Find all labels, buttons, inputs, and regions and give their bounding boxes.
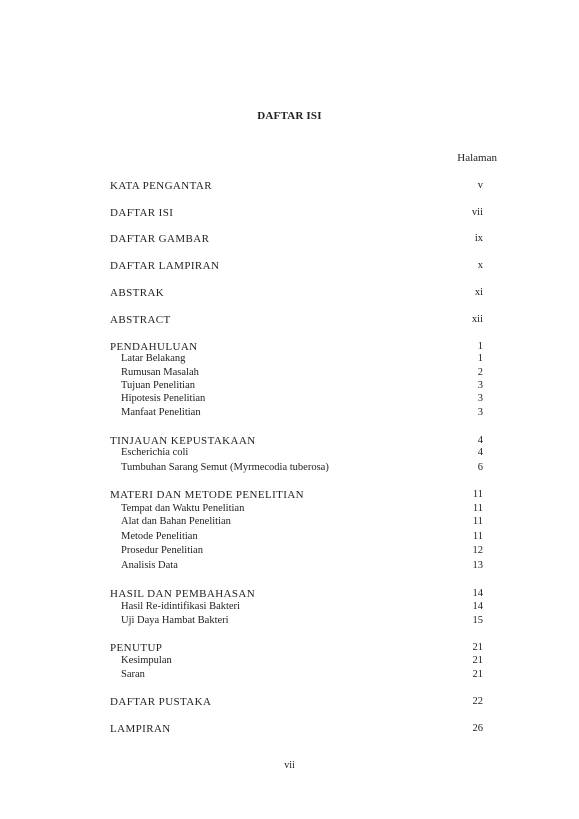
toc-entry-page: 14 xyxy=(472,601,483,612)
toc-entry-page: x xyxy=(477,260,483,271)
toc-entry-label: Hasil Re-idintifikasi Bakteri xyxy=(121,601,240,612)
toc-entry-label: Prosedur Penelitian xyxy=(121,545,203,556)
toc-entry-label: DAFTAR LAMPIRAN xyxy=(110,260,220,272)
toc-entry-label: Alat dan Bahan Penelitian xyxy=(121,516,231,527)
toc-entry-label: TINJAUAN KEPUSTAKAAN xyxy=(110,435,256,447)
page-title: DAFTAR ISI xyxy=(257,110,322,122)
toc-entry xyxy=(110,722,483,736)
toc-subentry xyxy=(110,379,483,393)
toc-entry-label: LAMPIRAN xyxy=(110,723,171,735)
toc-entry-label: KATA PENGANTAR xyxy=(110,180,212,192)
toc-entry-label: Escherichia coli xyxy=(121,447,189,458)
toc-subentry xyxy=(110,614,483,628)
toc-entry-page: xii xyxy=(471,314,483,325)
toc-subentry xyxy=(110,530,483,544)
toc-entry-label: Tempat dan Waktu Penelitian xyxy=(121,503,245,514)
toc-entry-page: 11 xyxy=(472,531,483,542)
toc-entry xyxy=(110,206,483,220)
toc-entry-label: DAFTAR ISI xyxy=(110,207,174,219)
toc-entry-page: 13 xyxy=(472,560,483,571)
toc-entry xyxy=(110,641,483,655)
toc-subentry xyxy=(110,352,483,366)
toc-entry-page: ix xyxy=(474,233,483,244)
toc-entry-label: Saran xyxy=(121,669,145,680)
toc-entry-page: 21 xyxy=(472,655,483,666)
toc-entry-page: vii xyxy=(471,207,483,218)
toc-entry xyxy=(110,179,483,193)
page-column-header: Halaman xyxy=(457,152,497,164)
toc-entry-label: MATERI DAN METODE PENELITIAN xyxy=(110,489,305,501)
page-number: vii xyxy=(284,760,295,771)
toc-entry-label: Hipotesis Penelitian xyxy=(121,393,206,404)
toc-subentry xyxy=(110,461,483,475)
toc-entry-page: 3 xyxy=(477,407,483,418)
toc-entry xyxy=(110,313,483,327)
toc-entry-label: Kesimpulan xyxy=(121,655,172,666)
toc-entry-label: Metode Penelitian xyxy=(121,531,198,542)
toc-subentry xyxy=(110,600,483,614)
toc-subentry xyxy=(110,392,483,406)
toc-entry-label: Tujuan Penelitian xyxy=(121,380,195,391)
toc-entry-label: PENUTUP xyxy=(110,642,163,654)
toc-subentry xyxy=(110,406,483,420)
toc-entry-page: 3 xyxy=(477,393,483,404)
toc-subentry xyxy=(110,366,483,380)
toc-entry-label: Tumbuhan Sarang Semut (Myrmecodia tuberosa) xyxy=(121,462,329,473)
toc-entry-label: DAFTAR PUSTAKA xyxy=(110,696,212,708)
toc-entry-label: Rumusan Masalah xyxy=(121,367,199,378)
toc-subentry xyxy=(110,515,483,529)
toc-entry-page: 11 xyxy=(472,516,483,527)
toc-entry-label: Latar Belakang xyxy=(121,353,186,364)
toc-entry-page: 2 xyxy=(477,367,483,378)
toc-entry-label: Analisis Data xyxy=(121,560,178,571)
toc-entry-page: 21 xyxy=(472,642,483,653)
toc-entry xyxy=(110,695,483,709)
toc-subentry xyxy=(110,559,483,573)
toc-subentry xyxy=(110,446,483,460)
toc-subentry xyxy=(110,654,483,668)
toc-subentry xyxy=(110,668,483,682)
toc-entry-page: 3 xyxy=(477,380,483,391)
toc-entry-page: 11 xyxy=(472,489,483,500)
toc-entry-page: xi xyxy=(474,287,483,298)
toc-entry-page: 22 xyxy=(472,696,483,707)
toc-entry-page: 15 xyxy=(472,615,483,626)
toc-entry-label: HASIL DAN PEMBAHASAN xyxy=(110,588,256,600)
toc-entry xyxy=(110,259,483,273)
toc-entry-label: ABSTRAK xyxy=(110,287,165,299)
toc-entry xyxy=(110,286,483,300)
toc-entry-page: 12 xyxy=(472,545,483,556)
toc-entry-page: 1 xyxy=(477,353,483,364)
toc-entry-page: v xyxy=(477,180,483,191)
toc-entry-page: 6 xyxy=(477,462,483,473)
toc-entry xyxy=(110,587,483,601)
toc-entry-label: PENDAHULUAN xyxy=(110,341,198,353)
toc-entry-page: 4 xyxy=(477,435,483,446)
toc-entry xyxy=(110,232,483,246)
toc-entry-page: 11 xyxy=(472,503,483,514)
toc-entry-page: 26 xyxy=(472,723,483,734)
toc-entry-page: 21 xyxy=(472,669,483,680)
toc-subentry xyxy=(110,502,483,516)
toc-entry-label: DAFTAR GAMBAR xyxy=(110,233,210,245)
toc-entry-label: Manfaat Penelitian xyxy=(121,407,201,418)
toc-entry xyxy=(110,488,483,502)
toc-entry-label: Uji Daya Hambat Bakteri xyxy=(121,615,229,626)
toc-entry-page: 4 xyxy=(477,447,483,458)
toc-subentry xyxy=(110,544,483,558)
toc-entry-page: 1 xyxy=(477,341,483,352)
toc-entry-page: 14 xyxy=(472,588,483,599)
toc-entry-label: ABSTRACT xyxy=(110,314,171,326)
